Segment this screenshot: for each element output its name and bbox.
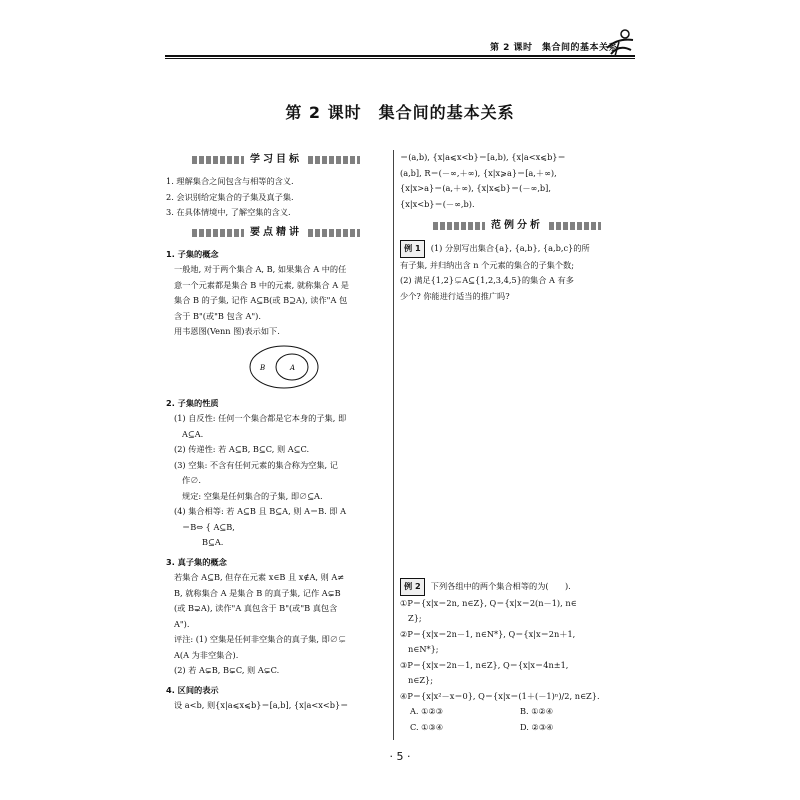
text-line: 规定: 空集是任何集合的子集, 即∅⊆A.	[182, 490, 323, 501]
text-line: ④P＝{x|x²－x＝0}, Q＝{x|x＝(1＋(－1)ⁿ)/2, n∈Z}.	[400, 690, 600, 701]
text-line: 评注: (1) 空集是任何非空集合的真子集, 即∅⊊	[174, 634, 347, 644]
bar-dots-left	[433, 222, 485, 230]
text-line: (或 B⊋A), 读作"A 真包含于 B"(或"B 真包含	[174, 603, 338, 613]
text-line: (1) 自反性: 任何一个集合都是它本身的子集, 即	[174, 413, 347, 423]
bar-dots-left	[192, 229, 244, 237]
example-2	[400, 578, 634, 735]
text-line: {x|x>a}＝(a,＋∞), {x|x⩽b}＝(－∞,b],	[400, 183, 551, 193]
text-line: 集合 B 的子集, 记作 A⊆B(或 B⊇A), 读作"A 包	[174, 295, 348, 305]
text-line: B, 就称集合 A 是集合 B 的真子集, 记作 A⊊B	[174, 587, 341, 598]
section-bar-label: 范例分析	[491, 220, 543, 232]
text-line: 用韦恩图(Venn 图)表示如下.	[174, 326, 280, 336]
bar-dots-right	[308, 229, 360, 237]
running-head: 第 2 课时 集合间的基本关系	[490, 43, 619, 53]
text-line: Z};	[408, 613, 422, 623]
column-divider	[393, 150, 394, 740]
left-column	[166, 150, 386, 714]
text-line: (2) 满足{1,2}⊊A⊆{1,2,3,4,5}的集合 A 有多	[400, 275, 574, 285]
header-rule	[165, 55, 635, 57]
page-number: · 5 ·	[389, 750, 411, 763]
text-line: n∈Z};	[408, 675, 433, 685]
text-line: ①P＝{x|x＝2n, n∈Z}, Q＝{x|x＝2(n－1), n∈	[400, 597, 577, 608]
option-c: C. ①③④	[410, 721, 444, 732]
section-bar-keypoints	[166, 225, 386, 241]
option-a: A. ①②③	[410, 706, 444, 716]
venn-label-a: A	[290, 363, 296, 372]
text-line: 少个? 你能进行适当的推广吗?	[400, 290, 510, 301]
text-line: 若集合 A⊆B, 但存在元素 x∈B 且 x∉A, 则 A≠	[174, 572, 345, 582]
text-line: 意一个元素都是集合 B 中的元素, 就称集合 A 是	[174, 279, 349, 290]
text-line: A⊆A.	[182, 428, 204, 439]
text-line: 一般地, 对于两个集合 A, B, 如果集合 A 中的任	[174, 264, 347, 274]
text-line: (2) 传递性: 若 A⊆B, B⊆C, 则 A⊆C.	[174, 444, 310, 454]
text-line: A").	[174, 618, 190, 629]
section-title: 4. 区间的表示	[166, 684, 219, 695]
text-line: B⊆A.	[202, 537, 224, 547]
text-line: 含于 B"(或"B 包含 A").	[174, 310, 261, 321]
answer-options	[400, 704, 634, 735]
answer-space	[400, 310, 634, 578]
option-d: D. ②③④	[520, 721, 554, 732]
text-line: (a,b], R＝(－∞,＋∞), {x|x⩾a}＝[a,＋∞),	[400, 167, 557, 178]
right-column	[400, 150, 634, 741]
text-line: 设 a<b, 则{x|a⩽x⩽b}＝[a,b], {x|a<x<b}＝	[174, 700, 349, 710]
section-title: 2. 子集的性质	[166, 397, 219, 408]
text-line: (4) 集合相等: 若 A⊆B 且 B⊆A, 则 A＝B. 即 A	[174, 506, 347, 516]
text-line: (1) 分别写出集合{a}, {a,b}, {a,b,c}的所	[430, 243, 590, 253]
text-line: (3) 空集: 不含有任何元素的集合称为空集, 记	[174, 459, 338, 470]
goal-item: 3. 在具体情境中, 了解空集的含义.	[166, 207, 291, 217]
runner-logo-icon	[603, 28, 635, 58]
page-title: 第 2 课时 集合间的基本关系	[285, 103, 515, 122]
header-rule-thin	[165, 58, 635, 59]
example-label: 例 2	[400, 578, 425, 596]
venn-diagram	[248, 344, 320, 390]
venn-label-b: B	[260, 363, 266, 372]
bar-dots-right	[549, 222, 601, 230]
section-bar-label: 要点精讲	[250, 226, 302, 238]
example-label: 例 1	[400, 240, 425, 258]
goal-item: 1. 理解集合之间包含与相等的含义.	[166, 176, 294, 186]
text-line: ③P＝{x|x＝2n－1, n∈Z}, Q＝{x|x＝4n±1,	[400, 659, 569, 670]
section-bar-goals	[166, 152, 386, 168]
section-title: 1. 子集的概念	[166, 248, 219, 259]
text-line: ＝(a,b), {x|a⩽x<b}＝[a,b), {x|a<x⩽b}＝	[400, 152, 566, 162]
text-line: A(A 为非空集合).	[174, 649, 239, 660]
text-line: ②P＝{x|x＝2n－1, n∈N*}, Q＝{x|x＝2n＋1,	[400, 628, 576, 639]
goal-item: 2. 会识别给定集合的子集及真子集.	[166, 191, 294, 202]
text-line: (2) 若 A⊊B, B⊊C, 则 A⊊C.	[174, 665, 280, 675]
section-bar-examples	[400, 218, 634, 234]
bar-dots-right	[308, 156, 360, 164]
section-bar-label: 学习目标	[250, 154, 302, 166]
example-1	[400, 240, 634, 304]
text-line: 下列各组中的两个集合相等的为( ).	[430, 581, 571, 591]
option-b: B. ①②④	[520, 706, 554, 716]
text-line: n∈N*};	[408, 644, 439, 654]
text-line: 有子集, 并归纳出含 n 个元素的集合的子集个数;	[400, 259, 575, 270]
section-title: 3. 真子集的概念	[166, 556, 227, 567]
bar-dots-left	[192, 156, 244, 164]
text-line: 作∅.	[182, 475, 201, 485]
text-line: ＝B⇔ { A⊆B,	[182, 521, 235, 532]
text-line: {x|x<b}＝(－∞,b).	[400, 198, 475, 209]
